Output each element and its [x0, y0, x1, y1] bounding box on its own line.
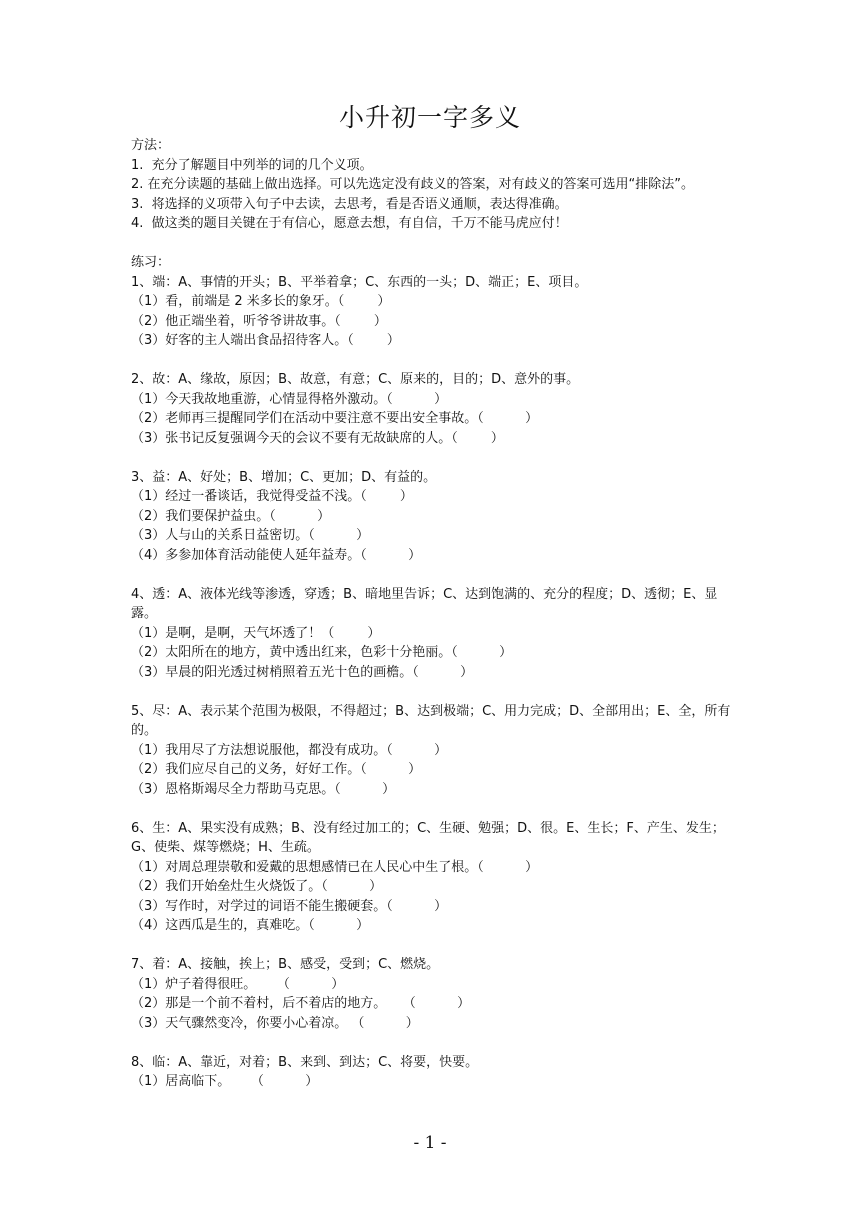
- question-item: （3）人与山的关系日益密切。（ ）: [131, 528, 370, 543]
- question-item: （3）早晨的阳光透过树梢照着五光十色的画檐。（ ）: [131, 664, 474, 680]
- question-item: （2）我们要保护益虫。（ ）: [131, 508, 331, 524]
- question-definition: 2、故：A、缘故，原因；B、故意，有意；C、原来的，目的；D、意外的事。: [131, 372, 580, 387]
- question-item: （4）多参加体育活动能使人延年益寿。（ ）: [131, 547, 422, 563]
- method-item: 1. 充分了解题目中列举的词的几个义项。: [131, 157, 373, 173]
- question-definition: 7、着：A、接触，挨上；B、感受，受到；C、燃烧。: [131, 957, 440, 972]
- question-item: （2）我们开始垒灶生火烧饭了。（ ）: [131, 879, 383, 894]
- question-item: （3）写作时，对学过的词语不能生搬硬套。（ ）: [131, 898, 448, 914]
- method-item: 2. 在充分读题的基础上做出选择。可以先选定没有歧义的答案，对有歧义的答案可选用“排除法”。: [131, 177, 695, 192]
- question-item: （3）恩格斯竭尽全力帮助马克思。（ ）: [131, 781, 396, 797]
- question-item: （2）他正端坐着，听爷爷讲故事。（ ）: [131, 313, 387, 329]
- question-item: （1）是啊，是啊，天气坏透了！（ ）: [131, 625, 381, 641]
- question-definition: 5、尽：A、表示某个范围为极限，不得超过；B、达到极端；C、用力完成；D、全部用出；E、全，所有的。: [131, 703, 731, 738]
- question-item: （3）好客的主人端出食品招待客人。（ ）: [131, 333, 400, 348]
- method-item: 4. 做这类的题目关键在于有信心，愿意去想，有自信，千万不能马虎应付！: [131, 216, 568, 231]
- question-item: （1）对周总理崇敬和爱戴的思想感情已在人民心中生了根。（ ）: [131, 859, 539, 875]
- practice-heading: 练习：: [131, 255, 171, 270]
- question-item: （2）那是一个前不着村，后不着店的地方。 （ ）: [131, 996, 471, 1011]
- question-item: （2）太阳所在的地方，黄中透出红来，色彩十分艳丽。（ ）: [131, 645, 513, 660]
- question-item: （1）我用尽了方法想说服他，都没有成功。（ ）: [131, 742, 448, 758]
- question-definition: 4、透：A、液体光线等渗透，穿透；B、暗地里告诉；C、达到饱满的、充分的程度；D、透彻；E、显露。: [131, 586, 718, 621]
- question-definition: 3、益：A、好处；B、增加；C、更加；D、有益的。: [131, 469, 437, 485]
- question-item: （3）张书记反复强调今天的会议不要有无故缺席的人。（ ）: [131, 430, 504, 446]
- question-item: （1）看，前端是 2 米多长的象牙。（ ）: [131, 294, 391, 309]
- method-item: 3. 将选择的义项带入句子中去读，去思考，看是否语义通顺，表达得准确。: [131, 196, 568, 212]
- question-item: （1）居高临下。 （ ）: [131, 1074, 319, 1089]
- question-item: （2）老师再三提醒同学们在活动中要注意不要出安全事故。（ ）: [131, 411, 539, 426]
- question-item: （2）我们应尽自己的义务，好好工作。（ ）: [131, 762, 422, 777]
- method-heading: 方法：: [131, 138, 171, 153]
- document-body: [131, 136, 735, 1092]
- question-item: （1）炉子着得很旺。 （ ）: [131, 976, 345, 992]
- question-definition: 8、临：A、靠近，对着；B、来到、到达；C、将要，快要。: [131, 1054, 479, 1070]
- document-title: 小升初一字多义: [338, 103, 521, 132]
- question-item: （4）这西瓜是生的，真难吃。（ ）: [131, 918, 370, 933]
- question-item: （3）天气骤然变冷，你要小心着凉。 （ ）: [131, 1015, 419, 1031]
- question-definition: 6、生：A、果实没有成熟；B、没有经过加工的；C、生硬、勉强；D、很。E、生长；F、产生、发生；G、使柴、煤等燃烧；H、生疏。: [131, 820, 725, 855]
- question-item: （1）今天我故地重游，心情显得格外激动。（ ）: [131, 391, 448, 407]
- page-number: - 1 -: [413, 1133, 447, 1153]
- question-item: （1）经过一番谈话，我觉得受益不浅。（ ）: [131, 489, 413, 504]
- question-definition: 1、端：A、事情的开头；B、平举着拿；C、东西的一头；D、端正；E、项目。: [131, 274, 588, 290]
